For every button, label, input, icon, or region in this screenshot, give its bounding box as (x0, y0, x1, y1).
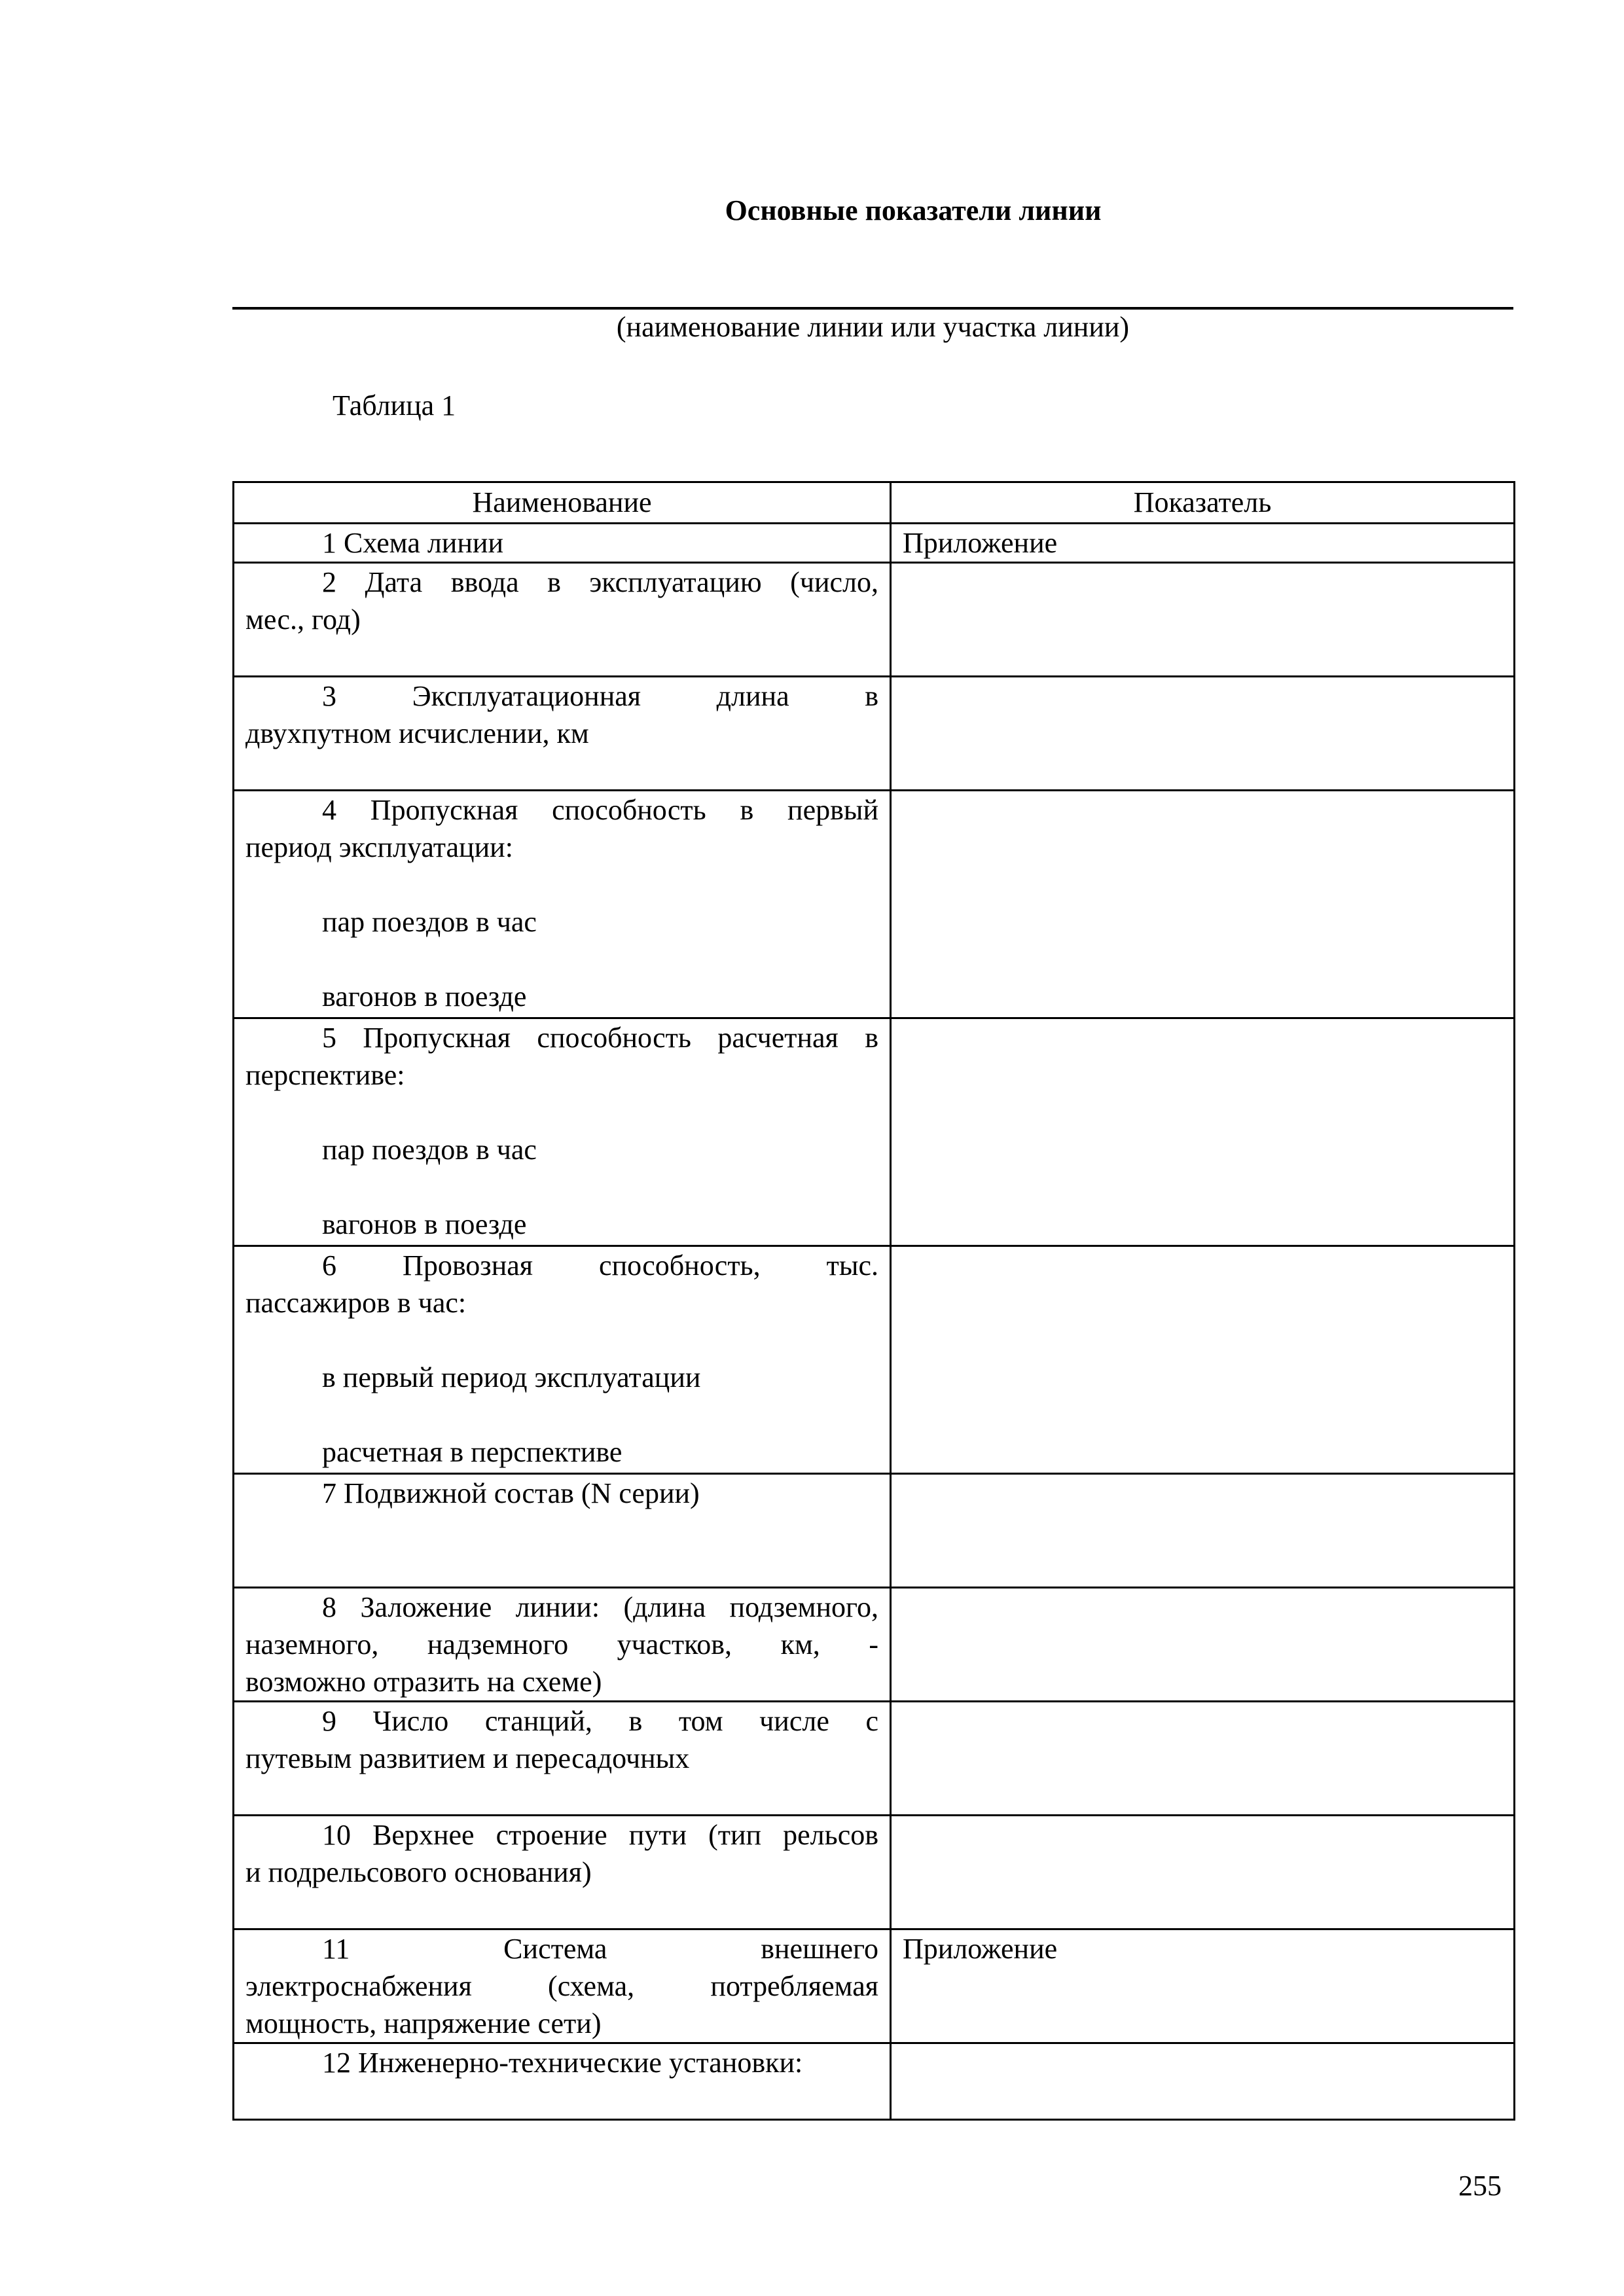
table-header-row (234, 482, 1515, 524)
table-row (234, 1816, 1515, 1929)
row-value-cell (891, 1702, 1515, 1816)
row-value-cell (891, 1474, 1515, 1588)
row-name-cell (234, 2043, 891, 2120)
row-name-cell (234, 791, 891, 1018)
row-name-text: 10 Верхнее строение пути (тип рельсов (322, 1819, 878, 1851)
row-name-text-continued: перспективе: (245, 1059, 405, 1091)
table-row (234, 1588, 1515, 1702)
row-name-text-continued: электроснабжения (схема, потребляемая (245, 1970, 878, 2002)
table-row (234, 524, 1515, 563)
row-name-text: 11 Система внешнего (322, 1933, 878, 1965)
row-name-cell (234, 1018, 891, 1246)
row-name-text-continued: двухпутном исчислении, км (245, 717, 589, 749)
row-name-text: 3 Эксплуатационная длина в (322, 680, 878, 712)
row-name-text-continued: мощность, напряжение сети) (245, 2007, 602, 2039)
row-sub-item: пар поездов в час (322, 906, 537, 938)
row-value-cell (891, 1018, 1515, 1246)
row-value-cell: Приложение (891, 524, 1515, 563)
row-name-text: 4 Пропускная способность в первый (322, 794, 878, 826)
row-name-cell (234, 1929, 891, 2043)
row-name-text-continued: мес., год) (245, 603, 361, 636)
row-value-cell (891, 1246, 1515, 1474)
table-row (234, 677, 1515, 791)
row-name-text: 5 Пропускная способность расчетная в (322, 1022, 878, 1054)
row-name-text-continued: пассажиров в час: (245, 1287, 467, 1319)
page-title: Основные показатели линии (725, 194, 1102, 226)
row-name-text: 2 Дата ввода в эксплуатацию (число, (322, 566, 878, 598)
table-label: Таблица 1 (333, 389, 456, 422)
row-name-text: 9 Число станций, в том числе с (322, 1705, 878, 1737)
row-sub-item: пар поездов в час (322, 1134, 537, 1166)
table-row (234, 1018, 1515, 1246)
row-name-text-continued: наземного, надземного участков, км, - (245, 1628, 878, 1660)
row-name-text: 12 Инженерно-технические установки: (322, 2047, 803, 2079)
table-row (234, 791, 1515, 1018)
page-number: 255 (1458, 2170, 1502, 2202)
row-sub-item: расчетная в перспективе (322, 1436, 623, 1468)
row-name-text-continued: период эксплуатации: (245, 831, 513, 863)
row-name-text-continued: путевым развитием и пересадочных (245, 1742, 690, 1774)
table-row (234, 1246, 1515, 1474)
row-value-cell (891, 677, 1515, 791)
row-name-cell (234, 1588, 891, 1702)
table-row (234, 1702, 1515, 1816)
row-name-text: 7 Подвижной состав (N серии) (322, 1477, 700, 1509)
row-value-cell (891, 791, 1515, 1018)
row-sub-item: вагонов в поезде (322, 980, 527, 1013)
row-value-cell (891, 1588, 1515, 1702)
header-value: Показатель (891, 482, 1515, 524)
row-name-text: 6 Провозная способность, тыс. (322, 1249, 878, 1282)
table-row (234, 2043, 1515, 2120)
row-name-text-continued: и подрельсового основания) (245, 1856, 592, 1888)
row-name-cell (234, 1246, 891, 1474)
row-name-text: 1 Схема линии (322, 527, 503, 559)
indicators-table (232, 481, 1515, 2121)
header-name: Наименование (234, 482, 891, 524)
row-value-cell (891, 1816, 1515, 1929)
row-name-cell (234, 1474, 891, 1588)
row-name-cell (234, 677, 891, 791)
row-name-cell (234, 1816, 891, 1929)
row-sub-item: в первый период эксплуатации (322, 1361, 701, 1393)
row-value-cell: Приложение (891, 1929, 1515, 2043)
row-value-cell (891, 563, 1515, 677)
row-name-text-continued: возможно отразить на схеме) (245, 1666, 602, 1698)
row-name-cell (234, 524, 891, 563)
row-name-text: 8 Заложение линии: (длина подземного, (322, 1591, 878, 1623)
table-row (234, 563, 1515, 677)
line-name-caption: (наименование линии или участка линии) (616, 311, 1130, 343)
row-name-cell (234, 563, 891, 677)
row-sub-item: вагонов в поезде (322, 1208, 527, 1240)
row-name-cell (234, 1702, 891, 1816)
table-row (234, 1474, 1515, 1588)
table-row (234, 1929, 1515, 2043)
row-value-cell (891, 2043, 1515, 2120)
